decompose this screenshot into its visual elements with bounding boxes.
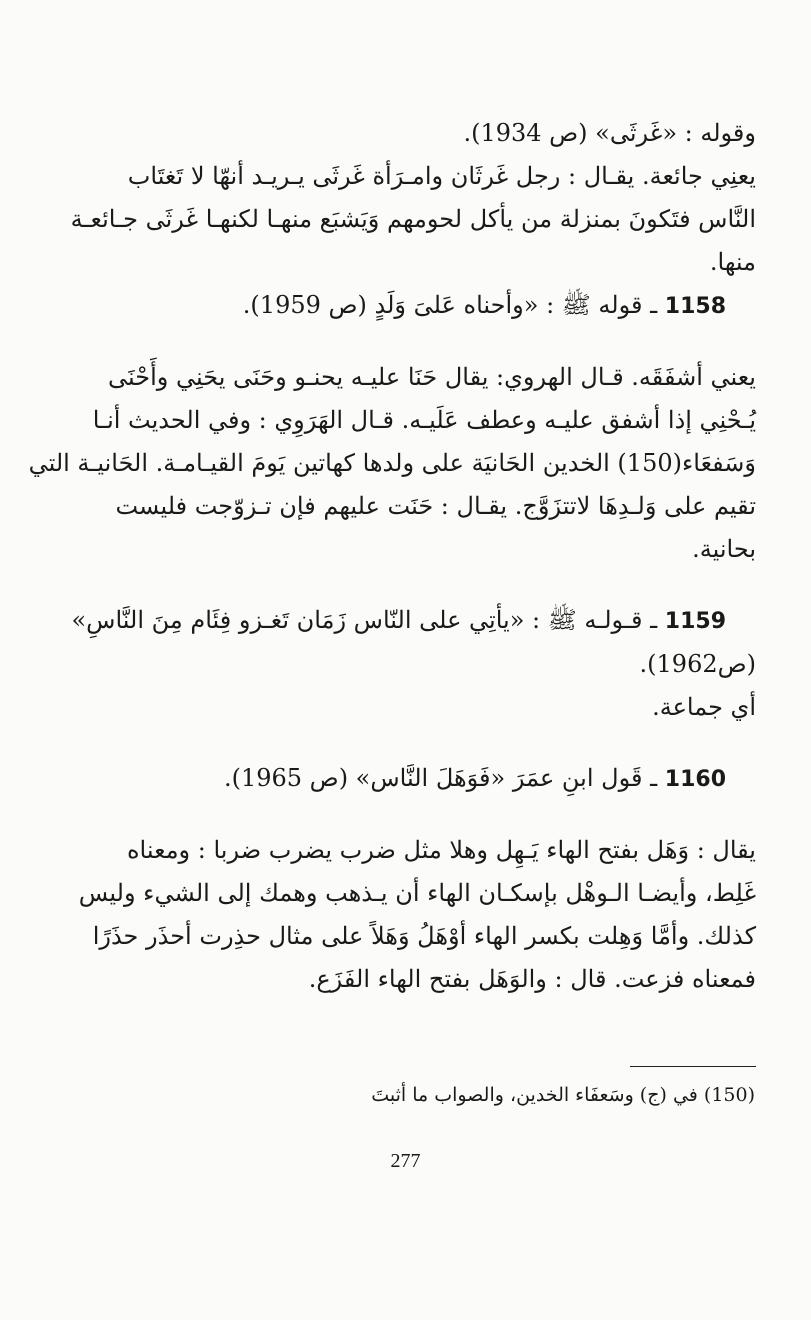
spacer xyxy=(108,729,756,757)
text-line: أي جماعة. xyxy=(652,693,756,721)
text-line: وَسَفعَاء(150) الخدين الحَانيَة على ولدها كهاتين يَومَ القيـامـة. الحَانيـة التي xyxy=(28,449,756,477)
spacer xyxy=(108,801,756,829)
text-line: يعنِي جائعة. يقـال : رجل غَرثَان وامـرَأة غَرثَى يـريـد أنهّا لا تَغتَاب xyxy=(127,162,756,190)
entry-heading-text: ـ قـولـه ﷺ : «يأتِي على النّاس زَمَان تَغـزو فِئَام مِنَ النَّاسِ» xyxy=(71,606,658,634)
entry-heading-text: ـ قوله ﷺ : «وأحناه عَلىَ وَلَدٍ (ص 1959). xyxy=(242,291,658,319)
paragraph-ghartha xyxy=(70,112,756,284)
entry-heading-1158 xyxy=(108,284,756,328)
text-line: بحانية. xyxy=(692,535,756,563)
spacer xyxy=(108,328,756,356)
entry-heading-1160 xyxy=(108,757,756,801)
text-line: وقوله : «غَرثَى» (ص 1934). xyxy=(463,119,756,147)
entry-heading-text: ـ قَول ابنِ عمَرَ «فَوَهَلَ النَّاس» (ص 1965). xyxy=(223,764,658,792)
entry-number: 1159 xyxy=(664,609,726,634)
paragraph-ahnah xyxy=(28,356,756,571)
page-number: 277 xyxy=(390,1150,421,1172)
text-line: النَّاس فتَكونَ بمنزلة من يأكل لحومهم وَيَشبَع منهـا لكنهـا غَرثَى جـائعـة xyxy=(70,205,756,233)
entry-number: 1160 xyxy=(664,767,726,792)
entry-heading-line xyxy=(71,599,756,643)
text-line: (ص1962). xyxy=(639,650,756,678)
entry-heading-1159 xyxy=(71,599,756,729)
text-line: يُـحْنِي إذا أشفق عليـه وعطف عَلَيـه. قـال الهَرَوِي : وفي الحديث أنـا xyxy=(92,406,756,434)
text-line: كذلك. وأمَّا وَهِلت بكسر الهاء أوْهَلُ وَهَلاً على مثال حذِرت أحذَر حذَرًا xyxy=(92,922,756,950)
paragraph-wahal xyxy=(78,829,756,1001)
spacer xyxy=(108,571,756,599)
text-line: يقال : وَهَل بفتح الهاء يَـهِل وهلا مثل ضرب يضرب ضربا : ومعناه xyxy=(126,836,756,864)
text-line: منها. xyxy=(709,248,756,276)
entry-number: 1158 xyxy=(664,294,726,319)
footnote: (150) في (ج) وسَعفَاء الخدين، والصواب ما أثبتَ xyxy=(371,1084,755,1106)
text-line: غَلِط، وأيضـا الـوهْل بإسكـان الهاء أن يـذهب وهمك إلى الشيء وليس xyxy=(78,879,756,907)
page-body xyxy=(28,112,756,1001)
text-line: يعني أشفَقَه. قـال الهروي: يقال حَنَا عليـه يحنـو وحَنَى يحَنِي وأَحْنَى xyxy=(108,363,756,391)
footnote-divider xyxy=(630,1066,756,1067)
text-line: تقيم على وَلـدِهَا لاتتزَوَّج. يقـال : حَنَت عليهم فإن تـزوّجت فليست xyxy=(115,492,756,520)
text-line: فمعناه فزعت. قال : والوَهَل بفتح الهاء الفَزَع. xyxy=(308,965,756,993)
